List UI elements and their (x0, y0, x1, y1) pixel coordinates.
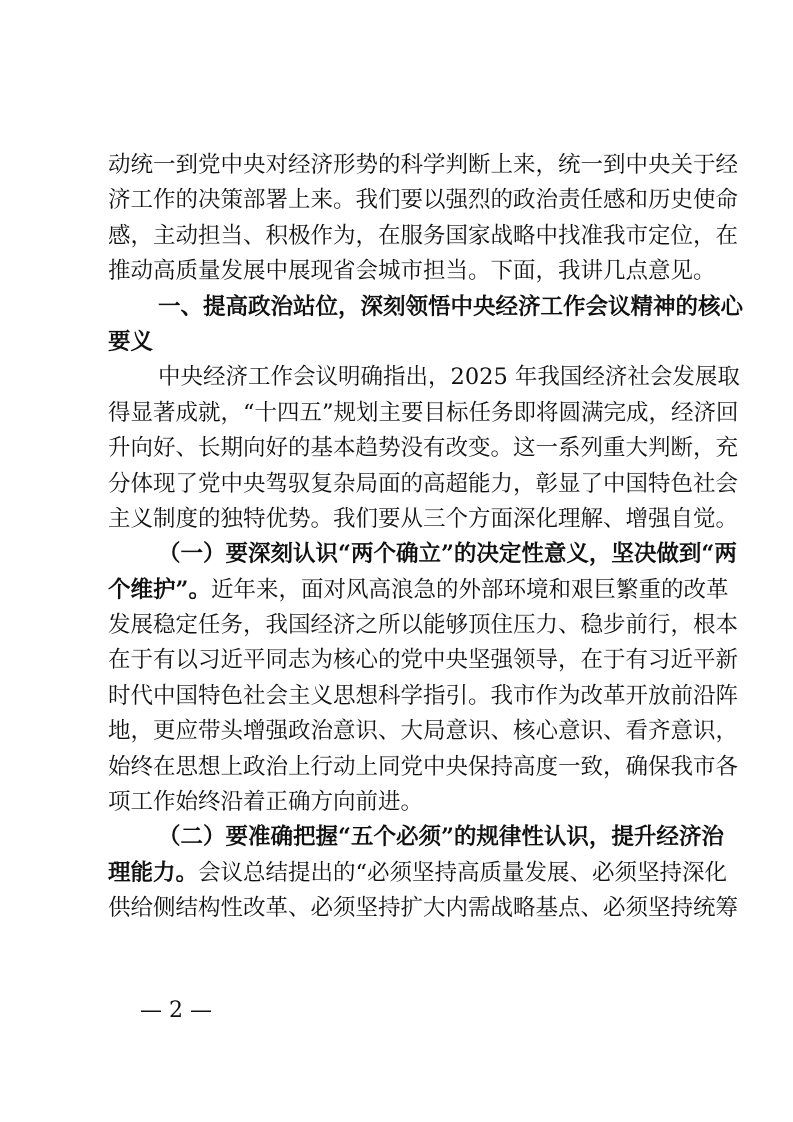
text-line (108, 608, 739, 643)
body-text: 推动高质量发展中展现省会城市担当。下面，我讲几点意见。 (108, 258, 716, 285)
body-text: 主义制度的独特优势。我们要从三个方面深化理解、增强自觉。 (108, 505, 739, 532)
text-line (108, 856, 728, 891)
body-text: 分体现了党中央驾驭复杂局面的高超能力，彰显了中国特色社会 (108, 470, 739, 497)
text-line (108, 750, 739, 785)
text-line (108, 219, 739, 254)
section-heading-line (108, 290, 744, 325)
text-line (108, 183, 739, 218)
text-line (108, 820, 724, 855)
body-text: 项工作始终沿着正确方向前进。 (108, 789, 424, 816)
text-line (108, 467, 739, 502)
text-line (108, 360, 740, 395)
bold-lead-text: （二）要准确把握“五个必须”的规律性认识，提升经济治 (158, 824, 724, 851)
heading-text: 要义 (108, 328, 154, 355)
body-text: 发展稳定任务，我国经济之所以能够顶住压力、稳步前行，根本 (108, 612, 739, 639)
text-line (108, 502, 739, 537)
body-text: 始终在思想上政治上行动上同党中央保持高度一致，确保我市各 (108, 753, 739, 780)
bold-lead-text: 理能力。 (108, 859, 199, 886)
document-body (108, 148, 744, 927)
body-text: 升向好、长期向好的基本趋势没有改变。这一系列重大判断，充 (108, 435, 739, 462)
body-text: 中央经济工作会议明确指出，2025 年我国经济社会发展取 (158, 364, 740, 391)
body-text: 会议总结提出的“必须坚持高质量发展、必须坚持深化 (198, 859, 728, 886)
body-text: 时代中国特色社会主义思想科学指引。我市作为改革开放前沿阵 (108, 682, 739, 709)
page-number: — 2 — (140, 998, 212, 1023)
body-text: 近年来，面对风高浪急的外部环境和艰巨繁重的改革 (210, 576, 729, 603)
bold-lead-text: 个维护”。 (108, 576, 211, 603)
body-text: 在于有以习近平同志为核心的党中央坚强领导，在于有习近平新 (108, 647, 739, 674)
text-line (108, 537, 737, 572)
text-line (108, 785, 693, 820)
text-line (108, 643, 739, 678)
text-line (108, 254, 716, 289)
text-line (108, 396, 739, 431)
heading-text: 一、提高政治站位，深刻领悟中央经济工作会议精神的核心 (158, 293, 744, 320)
bold-lead-text: （一）要深刻认识“两个确立”的决定性意义，坚决做到“两 (158, 541, 737, 568)
text-line (108, 431, 739, 466)
text-line (108, 714, 739, 749)
body-text: 动统一到党中央对经济形势的科学判断上来，统一到中央关于经 (108, 152, 739, 178)
body-text: 供给侧结构性改革、必须坚持扩大内需战略基点、必须坚持统筹 (108, 895, 739, 922)
section-heading-line (108, 325, 693, 360)
body-text: 济工作的决策部署上来。我们要以强烈的政治责任感和历史使命 (108, 187, 739, 214)
text-line (108, 891, 739, 926)
body-text: 感，主动担当、积极作为，在服务国家战略中找准我市定位，在 (108, 222, 739, 249)
text-line (108, 679, 739, 714)
text-line (108, 573, 729, 608)
body-text: 地，更应带头增强政治意识、大局意识、核心意识、看齐意识， (108, 718, 739, 745)
body-text: 得显著成就，“十四五”规划主要目标任务即将圆满完成，经济回 (108, 399, 739, 426)
text-line (108, 148, 739, 183)
